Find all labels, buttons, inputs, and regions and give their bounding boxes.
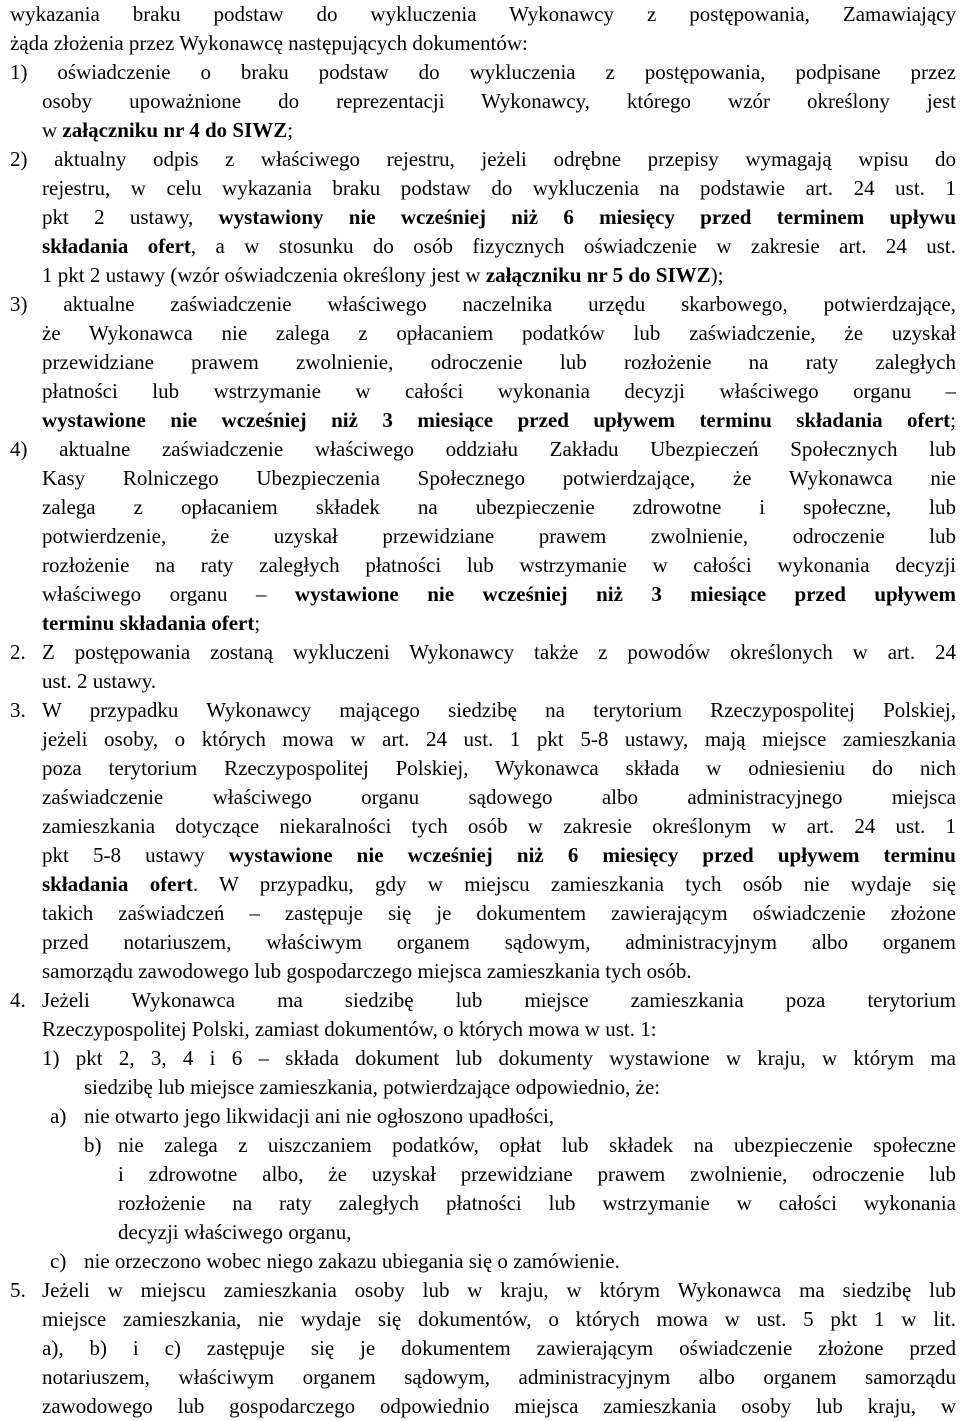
- text-line: [10, 174, 956, 203]
- line-text: [42, 580, 956, 609]
- line-text: [84, 1247, 956, 1276]
- line-text: [42, 986, 956, 1015]
- line-text: [10, 29, 956, 58]
- line-text: [42, 116, 956, 145]
- text-run: zamieszkania dotyczące niekaralności tych osób w zakresie określonym w art. 24 ust. 1: [42, 814, 956, 838]
- text-run: 2) aktualny odpis z właściwego rejestru, jeżeli odrębne przepisy wymagają wpisu do: [10, 147, 956, 171]
- text-line: [10, 1218, 956, 1247]
- bold-text: składania ofert: [42, 234, 191, 258]
- text-run: właściwego organu –: [42, 582, 295, 606]
- text-run: W przypadku Wykonawcy mającego siedzibę na terytorium Rzeczypospolitej Polskiej,: [42, 698, 956, 722]
- bold-text: terminu składania ofert: [42, 611, 255, 635]
- text-line: [10, 1334, 956, 1363]
- text-run: rejestru, w celu wykazania braku podstaw do wykluczenia na podstawie art. 24 ust. 1: [42, 176, 956, 200]
- text-run: );: [710, 263, 724, 287]
- line-text: [42, 667, 956, 696]
- text-run: w: [42, 118, 63, 142]
- text-run: osoby upoważnione do reprezentacji Wykonawcy, którego wzór określony jest: [42, 89, 956, 113]
- text-line: [10, 464, 956, 493]
- bold-text: wystawione nie wcześniej niż 3 miesiące przed upływem terminu składania ofert: [42, 408, 951, 432]
- line-text: [42, 957, 956, 986]
- bold-text: składania ofert: [42, 872, 193, 896]
- line-text: [42, 1334, 956, 1363]
- text-line: [10, 870, 956, 899]
- text-run: 1) pkt 2, 3, 4 i 6 – składa dokument lub dokumenty wystawione w kraju, w którym ma: [42, 1046, 956, 1070]
- text-run: rozłożenie na raty zaległych płatności lub wstrzymanie w całości wykonania: [118, 1191, 956, 1215]
- line-text: [118, 1131, 956, 1160]
- text-run: żąda złożenia przez Wykonawcę następujących dokumentów:: [10, 31, 528, 55]
- text-line: [10, 1392, 956, 1421]
- text-line: [10, 406, 956, 435]
- text-line: [10, 841, 956, 870]
- line-text: [42, 1276, 956, 1305]
- text-line: [10, 348, 956, 377]
- text-run: samorządu zawodowego lub gospodarczego miejsca zamieszkania tych osób.: [42, 959, 692, 983]
- line-text: [10, 58, 956, 87]
- text-run: rozłożenie na raty zaległych płatności lub wstrzymanie w całości wykonania decyzji: [42, 553, 956, 577]
- text-line: [10, 986, 956, 1015]
- list-marker: a): [50, 1104, 67, 1128]
- line-text: [42, 493, 956, 522]
- text-line: [10, 29, 956, 58]
- text-line: [10, 667, 956, 696]
- line-text: [42, 870, 956, 899]
- line-text: [42, 1305, 956, 1334]
- text-run: 1) oświadczenie o braku podstaw do wykluczenia z postępowania, podpisane przez: [10, 60, 956, 84]
- text-run: nie otwarto jego likwidacji ani nie ogłoszono upadłości,: [84, 1104, 555, 1128]
- line-text: [42, 725, 956, 754]
- text-line: [10, 957, 956, 986]
- text-line: [10, 754, 956, 783]
- line-text: [42, 812, 956, 841]
- text-run: zalega z opłacaniem składek na ubezpieczenie zdrowotne i społeczne, lub: [42, 495, 956, 519]
- line-text: [42, 87, 956, 116]
- text-run: Rzeczypospolitej Polski, zamiast dokumentów, o których mowa w ust. 1:: [42, 1017, 657, 1041]
- text-line: [10, 58, 956, 87]
- text-line: [10, 1189, 956, 1218]
- bold-text: wystawione nie wcześniej niż 6 miesięcy przed upływem terminu: [228, 843, 956, 867]
- text-line: [10, 116, 956, 145]
- text-line: [10, 928, 956, 957]
- text-run: i zdrowotne albo, że uzyskał przewidziane prawem zwolnienie, odroczenie lub: [118, 1162, 956, 1186]
- text-line: [10, 145, 956, 174]
- text-run: płatności lub wstrzymanie w całości wykonania decyzji właściwego organu –: [42, 379, 956, 403]
- line-text: [10, 0, 956, 29]
- text-run: notariuszem, właściwym organem sądowym, administracyjnym albo organem samorządu: [42, 1365, 956, 1389]
- line-text: [42, 841, 956, 870]
- text-line: [10, 783, 956, 812]
- text-line: [10, 493, 956, 522]
- line-text: [42, 232, 956, 261]
- text-line: [10, 812, 956, 841]
- text-run: że Wykonawca nie zalega z opłacaniem podatków lub zaświadczenie, że uzyskał: [42, 321, 956, 345]
- text-run: a), b) i c) zastępuje się je dokumentem zawierającym oświadczenie złożone przed: [42, 1336, 956, 1360]
- line-text: [42, 319, 956, 348]
- text-line: [10, 1073, 956, 1102]
- text-run: przed notariuszem, właściwym organem sądowym, administracyjnym albo organem: [42, 930, 956, 954]
- text-run: 3) aktualne zaświadczenie właściwego naczelnika urzędu skarbowego, potwierdzające,: [10, 292, 956, 316]
- text-line: [10, 1131, 956, 1160]
- line-text: [10, 435, 956, 464]
- text-run: wykazania braku podstaw do wykluczenia Wykonawcy z postępowania, Zamawiający: [10, 2, 956, 26]
- text-run: pkt 5-8 ustawy: [42, 843, 229, 867]
- line-text: [42, 1015, 956, 1044]
- text-line: [10, 522, 956, 551]
- text-line: [10, 1305, 956, 1334]
- text-line: [10, 0, 956, 29]
- text-line: [10, 696, 956, 725]
- text-run: , a w stosunku do osób fizycznych oświadczenie w zakresie art. 24 ust.: [190, 234, 956, 258]
- line-text: [42, 464, 956, 493]
- text-run: ;: [254, 611, 261, 635]
- text-line: [10, 1160, 956, 1189]
- text-line: [10, 1276, 956, 1305]
- text-run: ;: [950, 408, 956, 432]
- line-text: [42, 261, 956, 290]
- text-run: Jeżeli w miejscu zamieszkania osoby lub w kraju, w którym Wykonawca ma siedzibę lub: [42, 1278, 956, 1302]
- line-text: [42, 1392, 956, 1421]
- text-line: [10, 609, 956, 638]
- line-text: [10, 290, 956, 319]
- text-line: [10, 1015, 956, 1044]
- text-run: nie zalega z uiszczaniem podatków, opłat lub składek na ubezpieczenie społeczne: [118, 1133, 956, 1157]
- list-marker: 2.: [10, 640, 26, 664]
- line-text: [42, 638, 956, 667]
- line-text: [10, 145, 956, 174]
- line-text: [42, 377, 956, 406]
- line-text: [42, 928, 956, 957]
- text-line: [10, 232, 956, 261]
- line-text: [42, 609, 956, 638]
- text-run: jeżeli osoby, o których mowa w art. 24 ust. 1 pkt 5-8 ustawy, mają miejsce zamieszkania: [42, 727, 956, 751]
- text-run: potwierdzenie, że uzyskał przewidziane prawem zwolnienie, odroczenie lub: [42, 524, 956, 548]
- text-line: [10, 638, 956, 667]
- text-run: ust. 2 ustawy.: [42, 669, 157, 693]
- text-run: Kasy Rolniczego Ubezpieczenia Społecznego potwierdzające, że Wykonawca nie: [42, 466, 956, 490]
- line-text: [118, 1189, 956, 1218]
- text-run: zaświadczenie właściwego organu sądowego albo administracyjnego miejsca: [42, 785, 956, 809]
- line-text: [42, 174, 956, 203]
- text-run: ;: [287, 118, 294, 142]
- text-run: przewidziane prawem zwolnienie, odroczenie lub rozłożenie na raty zaległych: [42, 350, 956, 374]
- line-text: [42, 754, 956, 783]
- text-run: takich zaświadczeń – zastępuje się je dokumentem zawierającym oświadczenie złożone: [42, 901, 956, 925]
- line-text: [84, 1102, 956, 1131]
- text-line: [10, 725, 956, 754]
- line-text: [42, 522, 956, 551]
- line-text: [42, 1363, 956, 1392]
- list-marker: b): [84, 1133, 102, 1157]
- list-marker: c): [50, 1249, 67, 1273]
- line-text: [42, 551, 956, 580]
- text-line: [10, 1363, 956, 1392]
- text-line: [10, 377, 956, 406]
- text-run: siedzibę lub miejsce zamieszkania, potwierdzające odpowiednio, że:: [84, 1075, 661, 1099]
- line-text: [42, 899, 956, 928]
- text-run: miejsce zamieszkania, nie wydaje się dokumentów, o których mowa w ust. 5 pkt 1 w lit.: [42, 1307, 956, 1331]
- text-line: [10, 203, 956, 232]
- text-run: 1 pkt 2 ustawy (wzór oświadczenia określony jest w: [42, 263, 486, 287]
- text-line: [10, 551, 956, 580]
- text-line: [10, 1044, 956, 1073]
- line-text: [42, 1044, 956, 1073]
- text-line: [10, 87, 956, 116]
- text-line: [10, 1102, 956, 1131]
- list-marker: 3.: [10, 698, 26, 722]
- text-run: 4) aktualne zaświadczenie właściwego oddziału Zakładu Ubezpieczeń Społecznych lub: [10, 437, 956, 461]
- text-line: [10, 319, 956, 348]
- text-run: Z postępowania zostaną wykluczeni Wykonawcy także z powodów określonych w art. 24: [42, 640, 956, 664]
- list-marker: 4.: [10, 988, 26, 1012]
- text-line: [10, 580, 956, 609]
- bold-text: wystawione nie wcześniej niż 3 miesiące przed upływem: [294, 582, 956, 606]
- line-text: [118, 1160, 956, 1189]
- text-line: [10, 1247, 956, 1276]
- text-line: [10, 435, 956, 464]
- line-text: [42, 696, 956, 725]
- bold-text: załączniku nr 4 do SIWZ: [62, 118, 288, 142]
- bold-text: wystawiony nie wcześniej niż 6 miesięcy przed terminem upływu: [218, 205, 956, 229]
- line-text: [118, 1218, 956, 1247]
- text-run: . W przypadku, gdy w miejscu zamieszkania tych osób nie wydaje się: [192, 872, 956, 896]
- line-text: [84, 1073, 956, 1102]
- text-run: decyzji właściwego organu,: [118, 1220, 352, 1244]
- list-marker: 5.: [10, 1278, 26, 1302]
- text-run: poza terytorium Rzeczypospolitej Polskiej, Wykonawca składa w odniesieniu do nich: [42, 756, 956, 780]
- text-line: [10, 261, 956, 290]
- bold-text: załączniku nr 5 do SIWZ: [485, 263, 711, 287]
- line-text: [42, 348, 956, 377]
- text-line: [10, 899, 956, 928]
- text-run: zawodowego lub gospodarczego odpowiednio miejsca zamieszkania osoby lub kraju, w: [42, 1394, 956, 1418]
- text-run: nie orzeczono wobec niego zakazu ubiegania się o zamówienie.: [84, 1249, 620, 1273]
- text-run: Jeżeli Wykonawca ma siedzibę lub miejsce zamieszkania poza terytorium: [42, 988, 956, 1012]
- line-text: [42, 783, 956, 812]
- line-text: [42, 203, 956, 232]
- line-text: [42, 406, 956, 435]
- text-run: pkt 2 ustawy,: [42, 205, 219, 229]
- text-line: [10, 290, 956, 319]
